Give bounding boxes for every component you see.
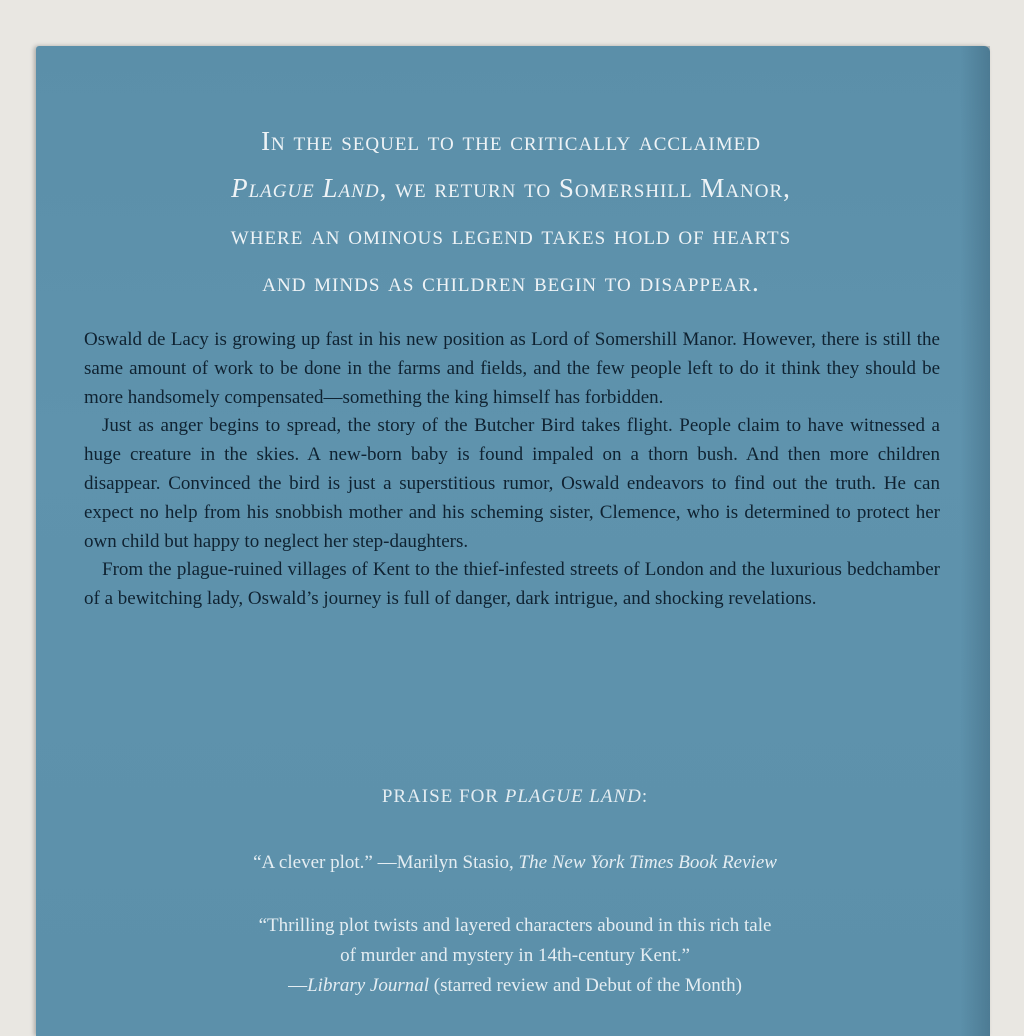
praise-quote-1 xyxy=(80,848,950,878)
praise-heading xyxy=(80,786,950,808)
headline-book-title: Plague Land xyxy=(231,173,380,203)
quote-2-note: (starred review and Debut of the Month) xyxy=(429,975,742,996)
headline-line-3: where an ominous legend takes hold of hearts xyxy=(230,220,792,250)
synopsis-paragraph-1: Oswald de Lacy is growing up fast in his new position as Lord of Somershill Manor. However, there is still the same amount of work to be done in the farms and fields, and the few people left to do it think they should be more handsomely compensated—something the king himself has forbidden. xyxy=(84,329,940,408)
praise-heading-suffix: : xyxy=(641,786,649,807)
headline-line-4: and minds as children begin to disappear. xyxy=(262,267,760,297)
headline-line-2-rest: , we return to Somershill Manor, xyxy=(379,173,791,203)
quote-2-source: Library Journal xyxy=(307,975,430,996)
quote-1-text: “A clever plot.” —Marilyn Stasio, xyxy=(253,852,519,873)
praise-heading-prefix: PRAISE FOR xyxy=(381,786,505,807)
headline xyxy=(96,118,926,306)
headline-line-1: In the sequel to the critically acclaimed xyxy=(261,126,761,156)
synopsis xyxy=(84,326,940,614)
synopsis-paragraph-3: From the plague-ruined villages of Kent to the thief-infested streets of London and the luxurious bedchamber of a bewitching lady, Oswald’s journey is full of danger, dark intrigue, and shocking revelations. xyxy=(84,559,940,610)
quote-1-source: The New York Times Book Review xyxy=(518,852,777,873)
quote-2-dash: — xyxy=(288,975,308,996)
headline-line-2 xyxy=(96,165,926,212)
praise-quote-2 xyxy=(80,911,950,1001)
quote-2-line-2: of murder and mystery in 14th-century Kent.” xyxy=(340,945,690,966)
synopsis-paragraph-2: Just as anger begins to spread, the story of the Butcher Bird takes flight. People claim to have witnessed a huge creature in the skies. A new-born baby is found impaled on a thorn bush. And then more children disappear. Convinced the bird is just a superstitious rumor, Oswald endeavors to find out the truth. He can expect no help from his snobbish mother and his scheming sister, Clemence, who is determined to protect her own child but happy to neglect her step-daughters. xyxy=(84,415,940,552)
quote-2-attribution xyxy=(80,971,950,1001)
quote-2-line-1: “Thrilling plot twists and layered characters abound in this rich tale xyxy=(258,915,772,936)
praise-heading-title: PLAGUE LAND xyxy=(504,786,642,807)
cover-edge-shadow xyxy=(960,46,990,1036)
